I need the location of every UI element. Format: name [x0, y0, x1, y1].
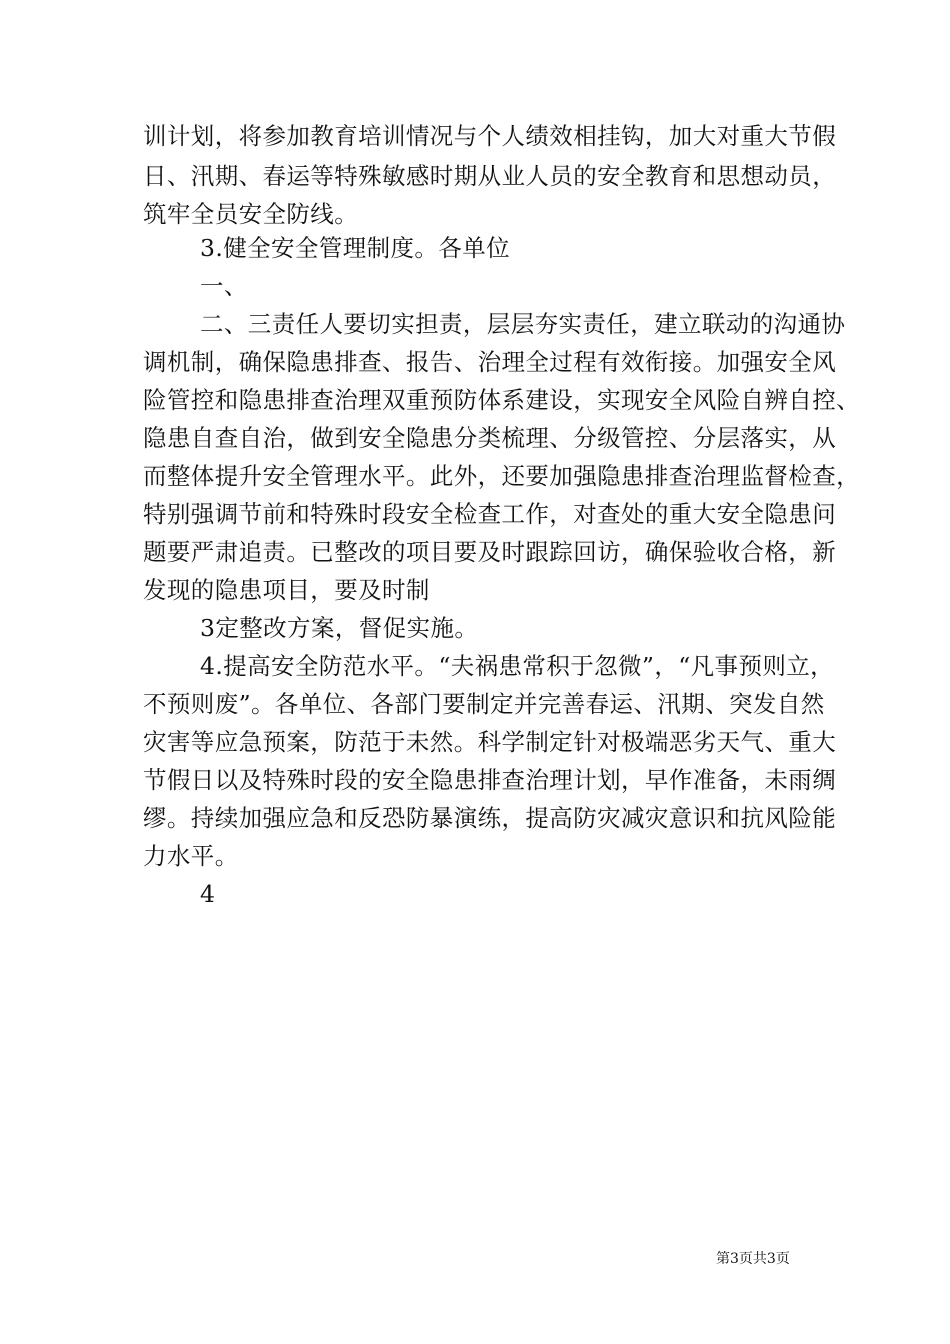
- text-line: 训计划，将参加教育培训情况与个人绩效相挂钩，加大对重大节假: [143, 122, 837, 150]
- text-line: 隐患自查自治，做到安全隐患分类梳理、分级管控、分层落实，从: [143, 424, 837, 452]
- text-line: 4: [200, 880, 216, 908]
- text-line: 日、汛期、春运等特殊敏感时期从业人员的安全教育和思想动员，: [143, 162, 837, 190]
- text-line: 一、: [200, 272, 248, 300]
- text-line: 力水平。: [143, 842, 239, 870]
- text-line: 不预则废”。各单位、各部门要制定并完善春运、汛期、突发自然: [143, 690, 825, 718]
- section-heading-4: 4.提高安全防范水平。“夫祸患常积于忽微”，“凡事预则立，: [200, 652, 835, 680]
- text-line: 缪。持续加强应急和反恐防暴演练，提高防灾减灾意识和抗风险能: [143, 804, 837, 832]
- text-line: 灾害等应急预案，防范于未然。科学制定针对极端恶劣天气、重大: [143, 728, 837, 756]
- text-line: 题要严肃追责。已整改的项目要及时跟踪回访，确保验收合格，新: [143, 538, 837, 566]
- text-line: 筑牢全员安全防线。: [143, 200, 359, 228]
- text-line: 特别强调节前和特殊时段安全检查工作，对查处的重大安全隐患问: [143, 500, 837, 528]
- section-heading-3: 3.健全安全管理制度。各单位: [200, 234, 511, 262]
- text-line: 而整体提升安全管理水平。此外，还要加强隐患排查治理监督检查，: [143, 462, 860, 490]
- text-line: 险管控和隐患排查治理双重预防体系建设，实现安全风险自辨自控、: [143, 386, 860, 414]
- text-line: 发现的隐患项目，要及时制: [143, 576, 430, 604]
- text-line: 二、三责任人要切实担责，层层夯实责任，建立联动的沟通协: [200, 310, 846, 338]
- text-line: 3定整改方案，督促实施。: [200, 614, 479, 642]
- page-number-footer: 第3页共3页: [716, 1251, 790, 1267]
- text-line: 节假日以及特殊时段的安全隐患排查治理计划，早作准备，未雨绸: [143, 766, 837, 794]
- text-line: 调机制，确保隐患排查、报告、治理全过程有效衔接。加强安全风: [143, 348, 837, 376]
